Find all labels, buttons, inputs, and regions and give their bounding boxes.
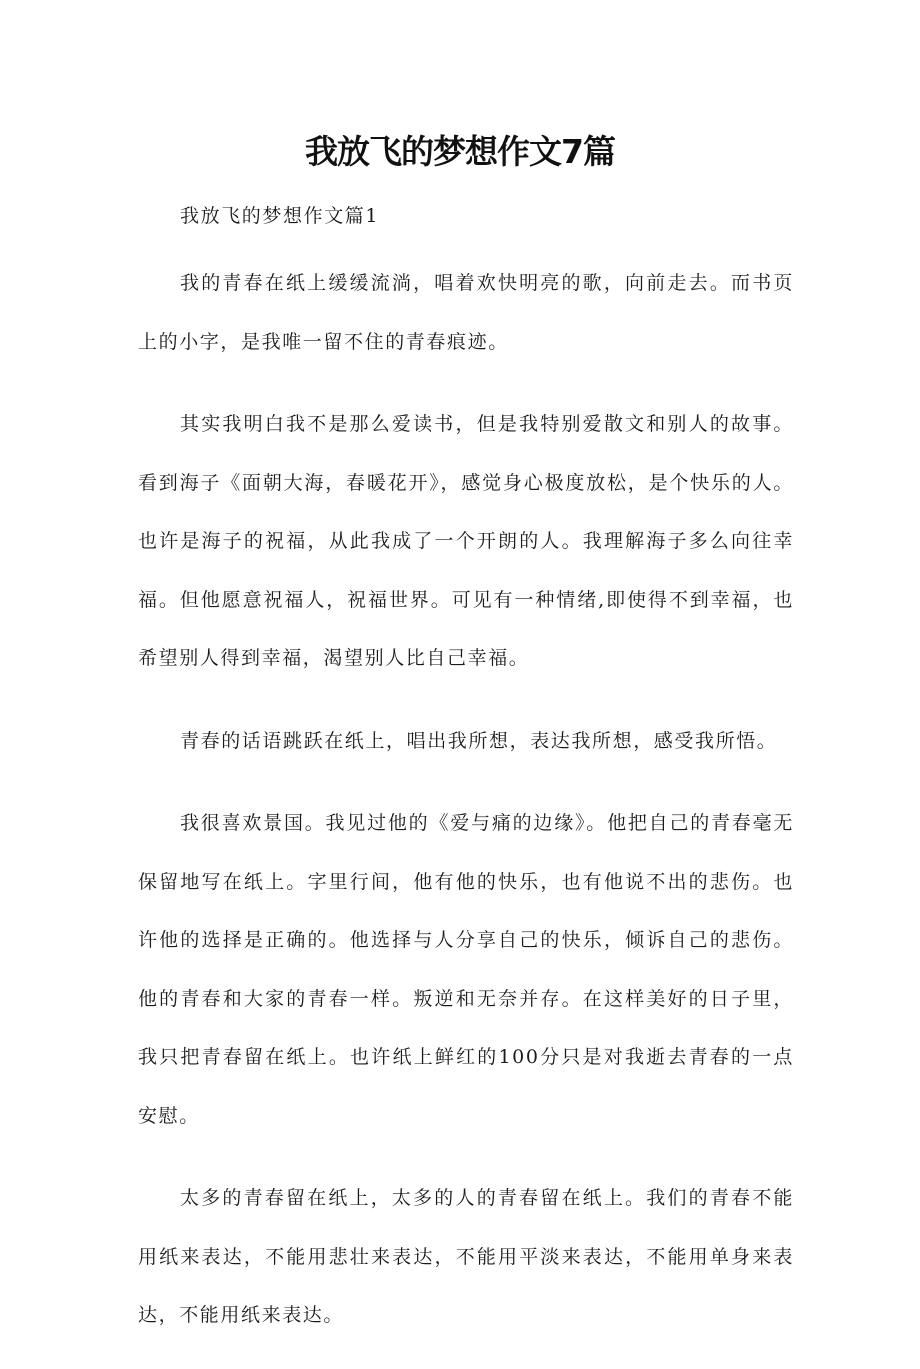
paragraph-2: 其实我明白我不是那么爱读书，但是我特别爱散文和别人的故事。看到海子《面朝大海，春暖花开》，感觉身心极度放松，是个快乐的人。也许是海子的祝福，从此我成了一个开朗的人。我理解海子多么向往幸福。但他愿意祝福人，祝福世界。可见有一种情绪,即使得不到幸福，也希望别人得到幸福，渴望别人比自己幸福。 [138, 413, 794, 669]
paragraph-3: 青春的话语跳跃在纸上，唱出我所想，表达我所想，感受我所悟。 [180, 729, 778, 752]
paragraph-4: 我很喜欢景国。我见过他的《爱与痛的边缘》。他把自己的青春毫无保留地写在纸上。字里行间，他有他的快乐，也有他说不出的悲伤。也许他的选择是正确的。他选择与人分享自己的快乐，倾诉自己的悲伤。他的青春和大家的青春一样。叛逆和无奈并存。在这样美好的日子里，我只把青春留在纸上。也许纸上鲜红的100分只是对我逝去青春的一点安慰。 [138, 812, 794, 1127]
paragraph-5: 太多的青春留在纸上，太多的人的青春留在纸上。我们的青春不能用纸来表达，不能用悲壮来表达，不能用平淡来表达，不能用单身来表达，不能用纸来表达。 [138, 1187, 794, 1326]
document-title: 我放飞的梦想作文7篇 [305, 132, 615, 171]
paragraph-1: 我的青春在纸上缓缓流淌，唱着欢快明亮的歌，向前走去。而书页上的小字，是我唯一留不住的青春痕迹。 [138, 272, 794, 353]
section-subtitle: 我放飞的梦想作文篇1 [180, 205, 380, 227]
document-body [138, 196, 794, 1369]
